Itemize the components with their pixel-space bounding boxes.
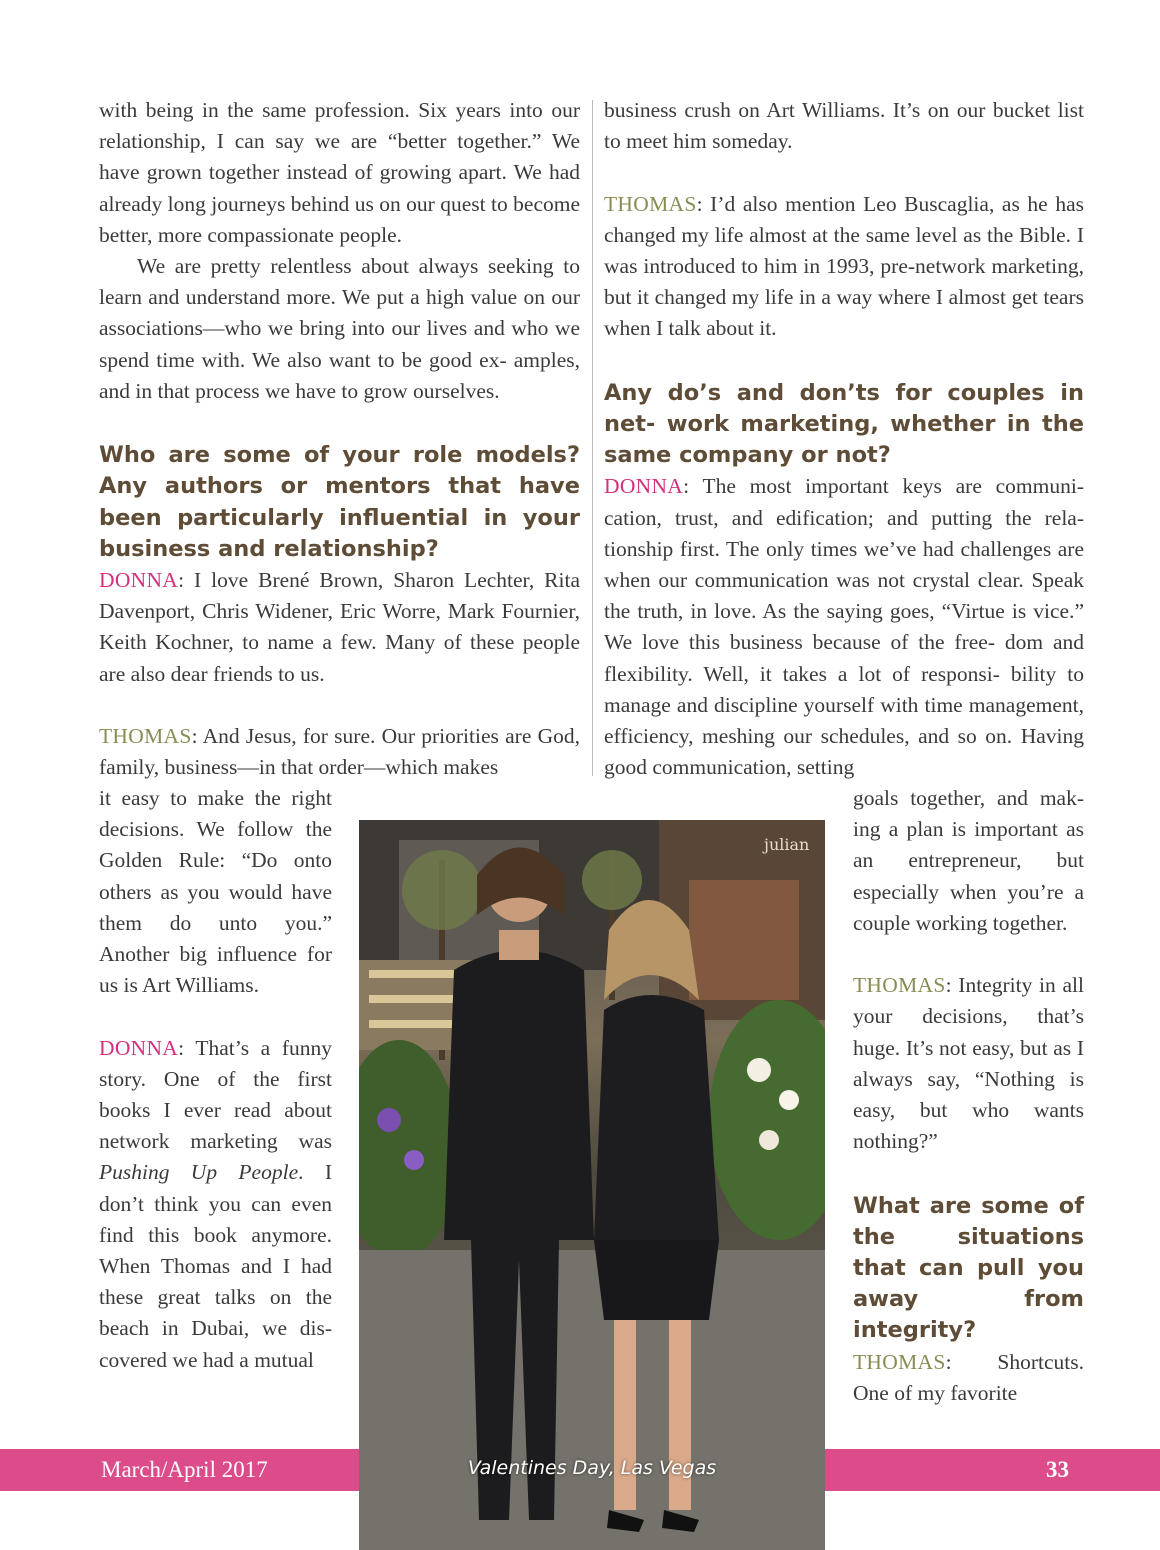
left-column-top: [99, 95, 580, 783]
column-divider: [592, 100, 593, 776]
speaker-name: THOMAS: [853, 1349, 946, 1374]
question-heading: What are some of the situations that can pull you away from integrity?: [853, 1192, 1084, 1344]
answer-paragraph: [853, 970, 1084, 1157]
julian-sign: julian: [764, 835, 810, 854]
speaker-name: THOMAS: [99, 724, 192, 749]
paragraph: goals together, and mak- ing a plan is important as an entrepreneur, but especially when you’re a couple working together.: [853, 786, 1084, 935]
right-column-bottom: [853, 783, 1084, 1409]
answer-text: . I don’t think you can even find this book anymore. When Thomas and I had these great talks on the beach in Dubai, we dis- covered we had a mutual: [99, 1160, 332, 1372]
book-title: Pushing Up People: [99, 1160, 299, 1185]
answer-paragraph: [604, 471, 1084, 783]
speaker-name: DONNA: [99, 1035, 179, 1060]
speaker-name: DONNA: [604, 474, 684, 499]
right-column-top: [604, 95, 1084, 783]
answer-text: : Integrity in all your decisions, that’s huge. It’s not easy, but as I always say, “Nothing is easy, but who wants nothing?”: [853, 973, 1084, 1154]
paragraph: We are pretty relentless about always seeking to learn and understand more. We put a high value on our associations—who we bring into our lives and who we spend time with. We also want to be good ex- amples, and in that process we have to grow ourselves.: [99, 254, 580, 403]
answer-text: : I’d also mention Leo Buscaglia, as he has changed my life almost at the same level as the Bible. I was introduced to him in 1993, pre-network marketing, but it changed my life in a way where I almost get tears when I talk about it.: [604, 191, 1084, 341]
photo-caption: Valentines Day, Las Vegas: [467, 1457, 717, 1479]
answer-text: : And Jesus, for sure. Our priorities are God, family, business—in that order—which makes: [99, 724, 580, 780]
answer-paragraph: [99, 1033, 332, 1376]
answer-paragraph: [99, 565, 580, 690]
speaker-name: THOMAS: [853, 973, 946, 998]
left-column-bottom: [99, 783, 332, 1376]
speaker-name: THOMAS: [604, 191, 697, 216]
paragraph: it easy to make the right decisions. We follow the Golden Rule: “Do onto others as you would have them do unto you.” Another big influence for us is Art Williams.: [99, 786, 332, 998]
photo-illustration: [359, 820, 825, 1550]
question-heading: Who are some of your role models? Any authors or mentors that have been particularly influential in your business and relationship?: [99, 442, 580, 562]
answer-text: : That’s a funny story. One of the first books I ever read about network marketing was: [99, 1035, 332, 1154]
paragraph: with being in the same profession. Six years into our relationship, I can say we are “better together.” We have grown together instead of growing apart. We had already long journeys behind us on our quest to become better, more compassionate people.: [99, 98, 580, 247]
speaker-name: DONNA: [99, 568, 179, 593]
question-heading: Any do’s and don’ts for couples in net- work marketing, whether in the same company or not?: [604, 379, 1084, 469]
couple-photo: [359, 820, 825, 1550]
answer-paragraph: [99, 721, 580, 783]
answer-paragraph: [853, 1347, 1084, 1409]
answer-paragraph: [604, 189, 1084, 345]
page-number: 33: [1046, 1457, 1069, 1482]
answer-text: : The most important keys are communi- cation, trust, and edification; and putting the rela- tionship first. The only times we’ve had challenges are when our communication was not crystal clear. Speak the truth, in love. As the saying goes, “Virtue is vice.” We love this business because of the free- dom and flexibility. Well, it takes a lot of responsi- bility to manage and discipline yourself with time management, efficiency, meshing our schedules, and so on. Having good communication, setting: [604, 474, 1084, 780]
answer-text: : Shortcuts. One of my favorite: [853, 1349, 1084, 1405]
issue-date: March/April 2017: [101, 1457, 268, 1482]
paragraph: business crush on Art Williams. It’s on our bucket list to meet him someday.: [604, 98, 1084, 154]
answer-text: : I love Brené Brown, Sharon Lechter, Rita Davenport, Chris Widener, Eric Worre, Mark Fournier, Keith Kochner, to name a few. Many of these people are also dear friends to us.: [99, 568, 580, 686]
